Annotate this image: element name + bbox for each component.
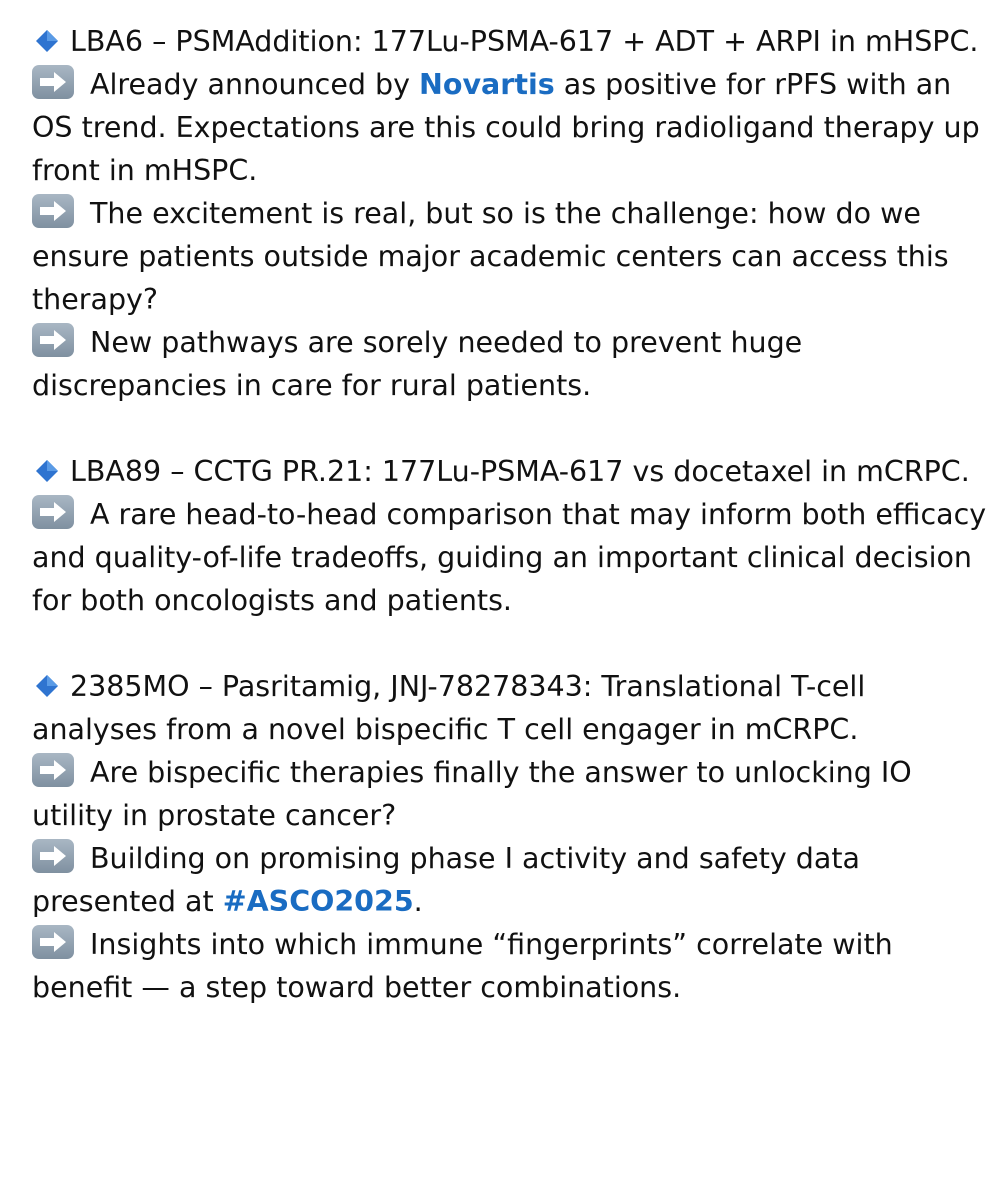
point-text: Insights into which immune “fingerprints” correlate with benefit — a step toward better combinations.	[32, 928, 893, 1004]
asco2025-hashtag-link[interactable]: #ASCO2025	[222, 885, 414, 918]
right-arrow-icon	[32, 194, 74, 228]
trial-block-lba6	[32, 20, 987, 407]
trial-heading: 2385MO – Pasritamig, JNJ-78278343: Translational T-cell analyses from a novel bispecific T cell engager in mCRPC.	[32, 670, 866, 746]
point-text: Are bispecific therapies finally the answer to unlocking IO utility in prostate cancer?	[32, 756, 912, 832]
trial-heading: LBA6 – PSMAddition: 177Lu-PSMA-617 + ADT + ARPI in mHSPC.	[70, 25, 979, 58]
blue-diamond-icon	[36, 675, 58, 697]
right-arrow-icon	[32, 65, 74, 99]
point-item	[32, 321, 987, 407]
point-item	[32, 63, 987, 192]
trial-heading: LBA89 – CCTG PR.21: 177Lu-PSMA-617 vs docetaxel in mCRPC.	[70, 455, 970, 488]
point-text: Building on promising phase I activity and safety data presented at	[32, 842, 861, 918]
point-item	[32, 493, 987, 622]
point-text: New pathways are sorely needed to prevent huge discrepancies in care for rural patients.	[32, 326, 803, 402]
point-text: The excitement is real, but so is the challenge: how do we ensure patients outside major academic centers can access this therapy?	[32, 197, 949, 316]
point-text: A rare head-to-head comparison that may inform both efficacy and quality-of-life tradeoffs, guiding an important clinical decision for both oncologists and patients.	[32, 498, 987, 617]
post-text	[32, 20, 987, 1009]
blue-diamond-icon	[36, 30, 58, 52]
right-arrow-icon	[32, 925, 74, 959]
point-text: .	[413, 885, 423, 918]
point-item	[32, 837, 987, 923]
right-arrow-icon	[32, 839, 74, 873]
trial-block-2385mo	[32, 665, 987, 1009]
point-item	[32, 751, 987, 837]
point-text: as positive for rPFS with an OS trend. Expectations are this could bring radioligand therapy up front in mHSPC.	[32, 68, 980, 187]
trial-block-lba89	[32, 450, 987, 622]
right-arrow-icon	[32, 323, 74, 357]
novartis-link[interactable]: Novartis	[419, 68, 555, 101]
blue-diamond-icon	[36, 460, 58, 482]
right-arrow-icon	[32, 753, 74, 787]
right-arrow-icon	[32, 495, 74, 529]
point-item	[32, 192, 987, 321]
point-text: Already announced by	[90, 68, 420, 101]
point-item	[32, 923, 987, 1009]
